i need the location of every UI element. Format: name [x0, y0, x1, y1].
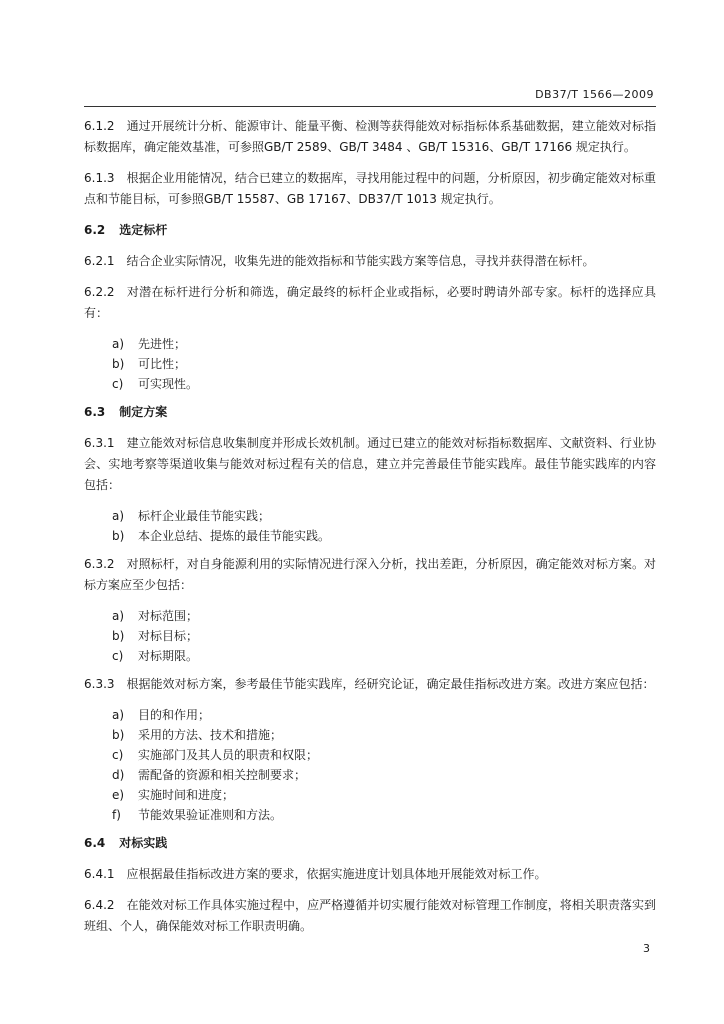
list-item-text: 本企业总结、提炼的最佳节能实践。 [138, 529, 331, 543]
clause-text: 通过开展统计分析、能源审计、能量平衡、检测等获得能效对标指标体系基础数据，建立能效对标指标数据库，确定能效基准，可参照GB/T 2589、GB/T 3484 、GB/T 15316、GB/T 17166 规定执行。 [84, 119, 656, 154]
clause-text: 在能效对标工作具体实施过程中，应严格遵循并切实履行能效对标管理工作制度，将相关职责落实到班组、个人，确保能效对标工作职责明确。 [84, 898, 656, 933]
enumerated-list [84, 334, 656, 394]
enumerated-list [84, 506, 656, 546]
list-item [84, 354, 656, 374]
list-item-text: 对标目标； [138, 629, 199, 643]
header-divider [84, 106, 656, 107]
clause-text: 对照标杆，对自身能源利用的实际情况进行深入分析，找出差距，分析原因，确定能效对标方案。对标方案应至少包括： [84, 557, 656, 592]
list-item-marker: c) [112, 649, 124, 663]
list-item [84, 745, 656, 765]
list-item-text: 需配备的资源和相关控制要求； [138, 768, 307, 782]
clause-paragraph [84, 282, 656, 324]
clause-text: 结合企业实际情况，收集先进的能效指标和节能实践方案等信息，寻找并获得潜在标杆。 [126, 254, 595, 268]
clause-number: 6.1.3 [84, 171, 115, 185]
list-item [84, 374, 656, 394]
list-item-text: 采用的方法、技术和措施； [138, 728, 283, 742]
enumerated-list [84, 606, 656, 666]
clause-text: 建立能效对标信息收集制度并形成长效机制。通过已建立的能效对标指标数据库、文献资料、行业协会、实地考察等渠道收集与能效对标过程有关的信息，建立并完善最佳节能实践库。最佳节能实践库的内容包括： [84, 436, 656, 492]
list-item [84, 805, 656, 825]
section-heading [84, 402, 656, 423]
clause-text: 根据企业用能情况，结合已建立的数据库，寻找用能过程中的问题，分析原因，初步确定能效对标重点和节能目标，可参照GB/T 15587、GB 17167、DB37/T 1013 规定执行。 [84, 171, 656, 206]
section-heading [84, 220, 656, 241]
clause-number: 6.4.1 [84, 867, 115, 881]
clause-number: 6.3.1 [84, 436, 115, 450]
list-item-text: 目的和作用； [138, 708, 211, 722]
clause-number: 6.2.1 [84, 254, 115, 268]
list-item [84, 785, 656, 805]
list-item-marker: c) [112, 748, 124, 762]
page-number: 3 [643, 942, 650, 955]
list-item [84, 646, 656, 666]
enumerated-list [84, 705, 656, 825]
list-item-text: 标杆企业最佳节能实践； [138, 509, 271, 523]
list-item-marker: b) [112, 357, 125, 371]
list-item-text: 实施部门及其人员的职责和权限； [138, 748, 319, 762]
list-item-text: 可实现性。 [138, 377, 199, 391]
list-item-marker: f) [112, 808, 121, 822]
clause-text: 应根据最佳指标改进方案的要求，依据实施进度计划具体地开展能效对标工作。 [126, 867, 547, 881]
clause-paragraph [84, 433, 656, 496]
clause-number: 6.4 [84, 836, 106, 850]
list-item [84, 626, 656, 646]
clause-number: 6.2.2 [84, 285, 115, 299]
section-title: 选定标杆 [119, 223, 168, 237]
list-item-text: 实施时间和进度； [138, 788, 235, 802]
document-code: DB37/T 1566—2009 [535, 88, 654, 101]
list-item [84, 765, 656, 785]
section-title: 制定方案 [119, 405, 168, 419]
list-item-marker: e) [112, 788, 125, 802]
list-item [84, 725, 656, 745]
clause-paragraph [84, 554, 656, 596]
list-item-text: 先进性； [138, 337, 187, 351]
section-heading [84, 833, 656, 854]
list-item [84, 705, 656, 725]
clause-number: 6.3.3 [84, 677, 115, 691]
clause-paragraph [84, 116, 656, 158]
list-item [84, 526, 656, 546]
list-item-marker: b) [112, 529, 125, 543]
list-item-marker: d) [112, 768, 125, 782]
clause-paragraph [84, 168, 656, 210]
list-item [84, 506, 656, 526]
list-item [84, 606, 656, 626]
list-item [84, 334, 656, 354]
clause-paragraph [84, 864, 656, 885]
clause-number: 6.4.2 [84, 898, 115, 912]
clause-number: 6.1.2 [84, 119, 115, 133]
document-body [84, 116, 656, 947]
clause-text: 根据能效对标方案，参考最佳节能实践库，经研究论证，确定最佳指标改进方案。改进方案应包括： [126, 677, 655, 691]
list-item-text: 对标期限。 [138, 649, 199, 663]
clause-number: 6.3 [84, 405, 106, 419]
clause-paragraph [84, 674, 656, 695]
list-item-marker: a) [112, 509, 125, 523]
clause-number: 6.3.2 [84, 557, 115, 571]
list-item-marker: b) [112, 728, 125, 742]
list-item-marker: b) [112, 629, 125, 643]
clause-paragraph [84, 251, 656, 272]
list-item-marker: a) [112, 708, 125, 722]
clause-number: 6.2 [84, 223, 106, 237]
section-title: 对标实践 [119, 836, 168, 850]
clause-paragraph [84, 895, 656, 937]
clause-text: 对潜在标杆进行分析和筛选，确定最终的标杆企业或指标，必要时聘请外部专家。标杆的选择应具有： [84, 285, 656, 320]
list-item-text: 可比性； [138, 357, 187, 371]
list-item-marker: a) [112, 609, 125, 623]
list-item-text: 对标范围； [138, 609, 199, 623]
list-item-marker: c) [112, 377, 124, 391]
list-item-text: 节能效果验证准则和方法。 [138, 808, 283, 822]
list-item-marker: a) [112, 337, 125, 351]
